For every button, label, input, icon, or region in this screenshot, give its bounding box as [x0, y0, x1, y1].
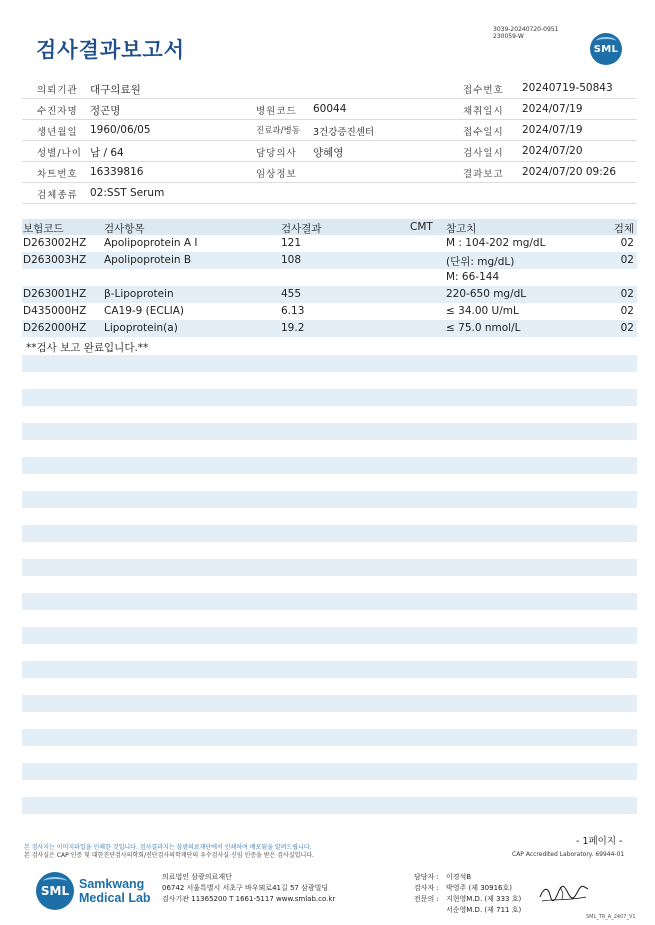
info-row	[22, 120, 637, 141]
row-item: Apolipoprotein B	[104, 254, 192, 266]
row-result: 108	[281, 254, 302, 266]
page-number: - 1페이지 -	[576, 836, 623, 847]
doctor-label: 담당의사	[256, 148, 297, 159]
collected-label: 채취일시	[463, 106, 504, 117]
receipt-no-label: 접수번호	[463, 85, 504, 96]
patient-info	[22, 78, 637, 204]
info-row	[22, 99, 637, 120]
table-row	[22, 235, 637, 252]
row-item: Lipoprotein(a)	[104, 322, 178, 334]
form-code: SML_TR_A_2407_V1	[586, 914, 636, 920]
clinical-info-label: 임상정보	[256, 169, 297, 180]
staff-row	[414, 905, 521, 916]
row-specimen: 02	[620, 322, 634, 334]
address-line1: 의료법인 삼광의료재단	[162, 873, 232, 881]
header-cmt: CMT	[410, 221, 433, 233]
info-row	[22, 78, 637, 99]
empty-row	[22, 593, 637, 610]
sex-age-label: 성별/나이	[37, 148, 82, 159]
report-title: 검사결과보고서	[36, 38, 186, 62]
row-specimen: 02	[620, 237, 634, 249]
accreditation-notice: 본 검사실은 CAP 인증 및 대한진단검사의학회/진단검사의학재단의 우수검사실 신임 인증을 받은 검사실입니다.	[24, 852, 314, 859]
row-code: D263001HZ	[23, 288, 87, 300]
empty-row	[22, 457, 637, 474]
dept-label: 진료과/병동	[256, 126, 300, 136]
results-table	[22, 219, 637, 337]
row-result: 6.13	[281, 305, 305, 317]
empty-row	[22, 729, 637, 746]
row-result: 19.2	[281, 322, 305, 334]
row-reference: 220-650 mg/dL	[446, 288, 527, 300]
row-code: D263002HZ	[23, 237, 87, 249]
row-code: D262000HZ	[23, 322, 87, 334]
row-specimen: 02	[620, 254, 634, 266]
table-row	[22, 286, 637, 303]
empty-row	[22, 695, 637, 712]
row-reference: M: 66-144	[446, 271, 500, 283]
row-reference: (단위: mg/dL)	[446, 256, 515, 268]
patient-value: 정곤명	[90, 105, 121, 117]
samkwang-logo	[36, 872, 151, 910]
received-label: 접수일시	[463, 127, 504, 138]
tested-label: 검사일시	[463, 148, 504, 159]
empty-row	[22, 491, 637, 508]
staff-name: 서순영M.D. (제 711 호)	[446, 906, 522, 914]
row-result: 121	[281, 237, 302, 249]
report-complete-note: **검사 보고 완료입니다.**	[26, 342, 149, 354]
signature-image	[538, 881, 590, 907]
row-specimen: 02	[620, 305, 634, 317]
specimen-type-value: 02:SST Serum	[90, 187, 165, 199]
empty-row	[22, 355, 637, 372]
header-code: 보험코드	[23, 223, 64, 235]
table-header	[22, 219, 637, 235]
address-line3: 검사기관 11365200 T 1661-5117 www.smlab.co.kr	[162, 895, 336, 903]
logo-badge-text: SML	[40, 884, 70, 898]
table-row	[22, 320, 637, 337]
lab-address	[162, 872, 335, 905]
logo-line1: Samkwang	[79, 877, 145, 891]
sml-logo-text: SML	[593, 43, 619, 55]
empty-row	[22, 661, 637, 678]
table-row	[22, 303, 637, 320]
reported-value: 2024/07/20 09:26	[522, 166, 617, 178]
collected-value: 2024/07/19	[522, 103, 583, 115]
org-value: 대구의료원	[90, 84, 141, 96]
birth-value: 1960/06/05	[90, 124, 151, 136]
staff-role: 검사자 :	[414, 884, 439, 892]
reported-label: 결과보고	[463, 169, 504, 180]
row-item: CA19-9 (ECLIA)	[104, 305, 184, 317]
staff-row	[414, 894, 521, 905]
logo-wordmark	[79, 877, 151, 905]
empty-row	[22, 389, 637, 406]
empty-row	[22, 763, 637, 780]
info-row	[22, 183, 637, 204]
empty-row	[22, 423, 637, 440]
row-specimen: 02	[620, 288, 634, 300]
logo-line2: Medical Lab	[79, 891, 151, 905]
birth-label: 생년월일	[37, 127, 78, 138]
dept-value: 3건강증진센터	[313, 127, 375, 138]
row-item: Apolipoprotein A I	[104, 237, 198, 249]
receipt-no-value: 20240719-50843	[522, 82, 613, 94]
sml-logo-icon	[36, 872, 74, 910]
empty-row-stripes	[22, 355, 637, 831]
chart-no-label: 차트번호	[37, 169, 78, 180]
cap-accreditation: CAP Accredited Laboratory. 69944-01	[512, 851, 625, 858]
row-reference: M : 104-202 mg/dL	[446, 237, 546, 249]
header-result: 검사결과	[281, 223, 322, 235]
empty-row	[22, 525, 637, 542]
patient-label: 수진자명	[37, 106, 78, 117]
hospital-code-value: 60044	[313, 103, 347, 115]
staff-row	[414, 883, 521, 894]
header-reference: 참고치	[446, 223, 477, 235]
sml-logo-badge	[590, 33, 622, 65]
staff-name: 이경석B	[446, 873, 472, 881]
document-id-line2: 230059-W	[493, 33, 524, 40]
sex-age-value: 남 / 64	[90, 147, 124, 159]
staff-row	[414, 872, 521, 883]
staff-name: 지현영M.D. (제 333 호)	[446, 895, 522, 903]
print-notice: 본 검사지는 이미지파일을 인쇄한 것입니다. 검사결과지는 삼광의료재단에서 인쇄하여 배포됨을 알려드립니다.	[24, 844, 312, 851]
staff-list	[414, 872, 521, 916]
specimen-type-label: 검체종류	[37, 190, 78, 201]
info-row	[22, 141, 637, 162]
tested-value: 2024/07/20	[522, 145, 583, 157]
info-row	[22, 162, 637, 183]
staff-role: 전문의 :	[414, 895, 439, 903]
row-item: β-Lipoprotein	[104, 288, 174, 300]
hospital-code-label: 병원코드	[256, 106, 297, 117]
address-line2: 06742 서울특별시 서초구 바우뫼로41길 57 삼광빌딩	[162, 884, 329, 892]
staff-role: 담당자 :	[414, 873, 439, 881]
document-id	[493, 26, 558, 40]
row-result: 455	[281, 288, 302, 300]
row-code: D263003HZ	[23, 254, 87, 266]
received-value: 2024/07/19	[522, 124, 583, 136]
staff-name: 박영주 (제 30916호)	[446, 884, 512, 892]
chart-no-value: 16339816	[90, 166, 144, 178]
table-row	[22, 269, 637, 286]
row-reference: ≤ 75.0 nmol/L	[446, 322, 521, 334]
doctor-value: 양혜영	[313, 147, 344, 159]
empty-row	[22, 559, 637, 576]
document-id-line1: 3039-20240720-0951	[493, 26, 559, 33]
row-code: D435000HZ	[23, 305, 87, 317]
empty-row	[22, 627, 637, 644]
header-item: 검사항목	[104, 223, 145, 235]
table-row	[22, 252, 637, 269]
org-label: 의뢰기관	[37, 85, 78, 96]
header-specimen: 검체	[613, 223, 634, 235]
empty-row	[22, 797, 637, 814]
row-reference: ≤ 34.00 U/mL	[446, 305, 519, 317]
